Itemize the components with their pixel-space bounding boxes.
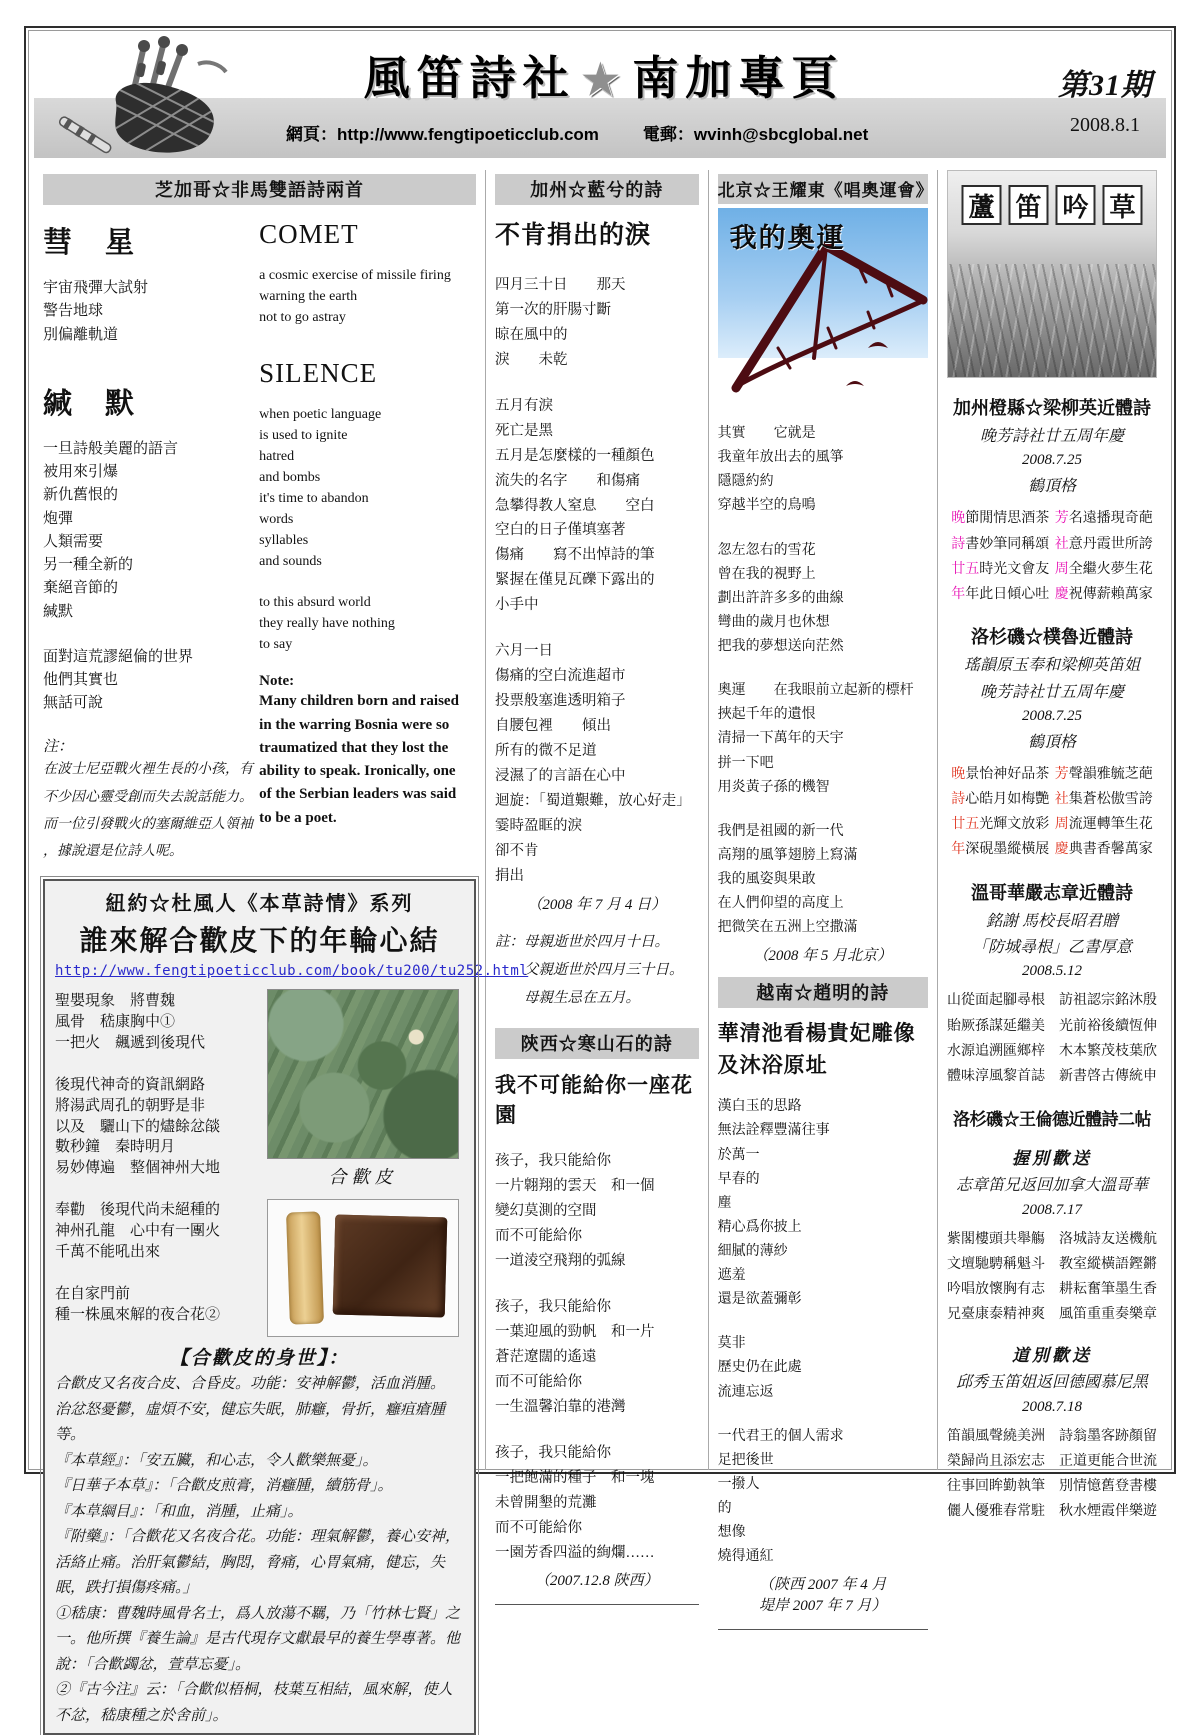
bilingual-poems xyxy=(43,207,476,865)
masthead xyxy=(34,34,1166,162)
herb-photos xyxy=(262,987,464,1337)
column-end-rule xyxy=(718,1629,928,1630)
hang-glider-photo xyxy=(718,208,928,414)
acrostic-poem-1: 晚節閒情思酒茶 芳名遠播現奇葩 詩書妙筆同稱頌 社意丹霞世所誇 廿五時光文會友 周全繼火夢生花 年年此日傾心吐 慶祝傳薪賴萬家 xyxy=(951,511,1153,602)
poem-body-olympics: 其實 它就是 我童年放出去的風箏 隱隱約約 穿越半空的鳥鳴 忽左忽右的雪花 曾在我的視野上 劃出許許多多的曲線 彎曲的歲月也休想 把我的夢想送向茫然 奧運 在我眼前立起新的標杆 挾起千年的遺恨 清掃一下萬年的天宇 拼一下吧 用炎黃子孫的機智 我們是祖國的新一代 高翔的風箏翅膀上寫滿 我的風姿與果敢 在人們仰望的高度上 把微笑在五洲上空撒滿 xyxy=(717,426,914,936)
section-header-shaanxi: 陝西☆寒山石的詩 xyxy=(495,1028,699,1059)
column-end-rule xyxy=(495,1604,699,1605)
herb-article-box xyxy=(43,879,529,1735)
issue-block xyxy=(1058,60,1152,137)
poem-title-huaqing: 華清池看楊貴妃雕像 及沐浴原址 xyxy=(717,1022,916,1077)
poem-body-comet-en: a cosmic exercise of missile firing warning the earth not to go astray xyxy=(259,268,451,325)
note-body-cn: 在波士尼亞戰火裡生長的小孩，有 不少因心靈受創而失去說話能力。 而一位引發戰火的塞爾維亞人領袖 ，據說還是位詩人呢。 xyxy=(43,762,253,860)
poem-date-tears: （2008 年 7 月 4 日） xyxy=(527,896,667,913)
poem-title-silence-cn: 緘 默 xyxy=(43,387,137,420)
s4b-subtitle: 邱秀玉笛姐返回德國慕尼黑 xyxy=(955,1374,1148,1392)
email-address: 電郵：wvinh@sbcglobal.net xyxy=(642,125,869,144)
s3-subtitle: 銘謝 馬校長昭君贈 「防城尋根」乙書厚意 xyxy=(971,912,1132,957)
poem-body-comet-cn: 宇宙飛彈大試射 警告地球 別偏離軌道 xyxy=(43,280,149,343)
s4a-title: 握別歡送 xyxy=(1012,1149,1092,1169)
page-title-left: 風笛詩社 xyxy=(363,52,576,104)
s1-style-label: 鶴頂格 xyxy=(1027,478,1076,496)
poem-body-silence-cn: 一旦詩般美麗的語言 被用來引爆 新仇舊恨的 炮彈 人類需要 另一種全新的 棄絕音節的 緘默 面對這荒謬絕倫的世界 他們其實也 無話可說 xyxy=(43,440,194,711)
masthead-contact xyxy=(286,120,946,145)
section-header-orange-county: 加州橙縣☆梁柳英近體詩 xyxy=(953,398,1151,418)
s1-subtitle: 晚芳詩社廿五周年慶 xyxy=(979,428,1124,445)
banner-char: 草 xyxy=(1103,185,1143,225)
article-link[interactable]: http://www.fengtipoeticclub.com/book/tu200/tu252.html xyxy=(55,963,529,980)
section-header-los-angeles-wang: 洛杉磯☆王倫德近體詩二帖 xyxy=(953,1110,1151,1130)
english-side xyxy=(255,207,476,865)
column-classical-poems xyxy=(938,170,1166,1520)
page-title xyxy=(264,42,944,108)
poem-title-garden: 我不可能給你一座花園 xyxy=(495,1074,693,1128)
banner-char: 笛 xyxy=(1009,185,1049,225)
s4b-title: 道別歡送 xyxy=(1012,1346,1092,1366)
chinese-side xyxy=(43,207,255,865)
note-label-en: Note: xyxy=(259,673,295,690)
s2-style-label: 鶴頂格 xyxy=(1027,733,1076,751)
poem-body-tears: 四月三十日 那天 第一次的肝腸寸斷 晾在風中的 淚 未乾 五月有淚 死亡是黑 五月是怎麼樣的一種顏色 流失的名字 和傷痛 急攀得教人窒息 空白 空白的日子僅填塞著 傷痛 寫不出悼詩的筆 緊握在僅見瓦礫下露出的 小手中 六月一日 傷痛的空白流進超市 投票般塞進透明箱子 自腰包裡 傾出 所有的微不足道 浸濕了的言語在心中 迴旋：「蜀道艱難，放心好走」 霎時盈眶的淚 卻不肯 捐出 xyxy=(495,277,691,884)
herb-about-header: 【合歡皮的身世】： xyxy=(169,1348,350,1370)
farewell-poem-2: 笛韻風聲繞美洲 詩翁墨客跡顏留 榮歸尚且添宏志 正道更能合世流 往事回眸勤執筆 別情憶舊登書樓 儷人優雅春常駐 秋水煙霞伴樂遊 xyxy=(947,1428,1157,1520)
poem-body-huaqing: 漢白玉的思路 無法詮釋豐滿往事 於萬一 早春的 塵 精心爲你披上 細膩的薄紗 遮羞 還是欲蓋彌彰 莫非 歷史仍在此處 流連忘返 一代君王的個人需求 足把後世 一撥人 的 想像 燒得通紅 xyxy=(717,1099,844,1565)
note-label-cn: 注： xyxy=(43,739,74,756)
s2-subtitle: 瑤韻原玉奉和梁柳英笛姐 晚芳詩社廿五周年慶 xyxy=(963,657,1140,701)
section-header-chicago: 芝加哥☆非馬雙語詩兩首 xyxy=(43,174,476,205)
silk-tree-foliage-photo xyxy=(267,989,459,1159)
banner-char: 吟 xyxy=(1056,185,1096,225)
columns xyxy=(34,170,1166,1724)
column-beijing-vietnam xyxy=(709,170,938,1615)
herb-article-body xyxy=(55,987,464,1337)
poem-title-comet-cn: 彗 星 xyxy=(43,227,137,259)
s3-date: 2008.5.12 xyxy=(1022,963,1082,980)
column-california-shaanxi xyxy=(486,170,709,1590)
bark-slab-shape xyxy=(333,1215,448,1318)
poem-title-tears: 不肯捐出的淚 xyxy=(495,221,652,249)
section-header-vancouver: 溫哥華嚴志章近體詩 xyxy=(971,882,1133,903)
bark-strip-shape xyxy=(286,1212,324,1325)
herb-article-title: 誰來解合歡皮下的年輪心結 xyxy=(79,925,440,957)
reed-field-banner xyxy=(947,170,1157,378)
herb-about-body: 合歡皮又名夜合皮、合昏皮。功能：安神解鬱，活血消腫。 治忿怒憂鬱，虛煩不安，健忘失眠，肺癰，骨折，癰疽瘡腫等。 『本草經』：「安五臟，和心志，令人歡樂無憂」。 『日華子本草』：「合歡皮煎膏，消癰腫，續筋骨」。 『本草綱目』：「和血，消腫，止痛」。 『附藥』：「合歡花又名夜合花。功能：理氣解鬱，養心安神，活絡止痛。治肝氣鬱結，胸悶，脅痛，心胃氣痛，健忘，失眠，跌打損傷疼痛。」 ①嵇康：曹魏時風骨名士，爲人放蕩不羈，乃「竹林七賢」之一。他所撰『養生論』是古代現存文獻最早的養生學專著。他說：「合歡蠲忿，萱草忘憂」。 ②『古今注』云：「合歡似梧桐，枝葉互相結，風來解，使人不忿，嵇康種之於舍前」。 xyxy=(55,1376,461,1724)
section-header-beijing: 北京☆王耀東《唱奧運會》 xyxy=(718,174,928,204)
issue-date: 2008.8.1 xyxy=(1070,114,1140,136)
section-header-california: 加州☆藍兮的詩 xyxy=(495,174,699,205)
s4a-subtitle: 志章笛兄返回加拿大溫哥華 xyxy=(955,1177,1148,1195)
poem-body-silence-en: when poetic language is used to ignite hatred and bombs it's time to abandon words syllables and sounds to this absurd world they really have nothing to say xyxy=(259,407,395,653)
s2-date: 2008.7.25 xyxy=(1022,707,1082,724)
poem-date-garden: （2007.12.8 陝西） xyxy=(534,1573,659,1590)
reed-banner-title xyxy=(962,185,1143,225)
photo-caption: 合歡皮 xyxy=(328,1167,398,1188)
farewell-poem-1: 紫閣樓頭共舉觴 洛城詩友送機航 文壇馳騁稱魁斗 教室縱橫語鏗鏘 吟唱放懷胸有志 耕耘奮筆墨生香 兄臺康泰精神爽 風笛重重奏樂章 xyxy=(947,1231,1157,1323)
image-title-olympics: 我的奧運 xyxy=(729,223,846,253)
banner-char: 蘆 xyxy=(962,185,1002,225)
star-icon: ★ xyxy=(581,56,627,103)
poem-date-olympics: （2008 年 5 月北京） xyxy=(753,948,893,965)
bagpipe-logo-icon xyxy=(48,36,273,167)
s4a-date: 2008.7.17 xyxy=(1022,1201,1082,1218)
herb-poem: 聖嬰現象 將曹魏 風骨 嵇康胸中① 一把火 飆遞到後現代 後現代神奇的資訊網路 將湯武周孔的朝野是非 以及 驪山下的燼餘忿燄 數秒鐘 秦時明月 易妙傳遍 整個神州大地 奉勸 後現代尚未絕種的 神州孔龍 心中有一團火 千萬不能吼出來 在自家門前 種一株風來解的夜合花② xyxy=(55,993,221,1323)
poem-body-garden: 孩子，我只能給你 一片翺翔的雲天 和一個 變幻莫測的空間 而不可能給你 一道淩空飛翔的弧線 孩子，我只能給你 一葉迎風的勁帆 和一片 蒼茫遼闊的遙遠 而不可能給你 一生溫馨泊靠的港灣 孩子，我只能給你 一把飽滿的種子 和一塊 未曾開墾的荒灘 而不可能給你 一園芳香四溢的絢爛…… xyxy=(495,1153,655,1561)
note-body-en: Many children born and raised in the warring Bosnia were so traumatized that they lost the ability to speak. Ironically, one of the Serbian leaders was said to be a poet. xyxy=(259,693,459,826)
column-chicago xyxy=(34,170,529,1724)
regulated-poem-vancouver: 山從面起腳尋根 訪祖認宗銘沐殷 貽厥孫謀延繼美 光前裕後續恆伸 水源追溯匯鄉梓 木本繁茂枝葉欣 體味淳風黎首誌 新書啓古傳統申 xyxy=(947,993,1157,1085)
poem-title-silence-en: SILENCE xyxy=(259,358,378,388)
s4b-date: 2008.7.18 xyxy=(1022,1398,1082,1415)
poem-title-comet-en: COMET xyxy=(259,219,359,249)
section-header-los-angeles-pulu: 洛杉磯☆樸魯近體詩 xyxy=(971,627,1133,648)
acrostic-poem-2: 晚景怡神好品茶 芳聲韻雅毓芝葩 詩心皓月如梅艷 社集蒼松傲雪誇 廿五光輝文放彩 周流運轉筆生花 年深硯墨縱橫展 慶典書香馨萬家 xyxy=(951,766,1153,858)
poem-note-tears: 註：母親逝世於四月十日。 父親逝世於四月三十日。 母親生忌在五月。 xyxy=(495,933,684,1007)
website-url: 網頁：http://www.fengtipoeticclub.com xyxy=(286,125,599,144)
issue-number: 第31期 xyxy=(1058,69,1152,102)
poem-date-huaqing: （陝西 2007 年 4 月 堤岸 2007 年 7 月） xyxy=(759,1577,887,1615)
s1-date: 2008.7.25 xyxy=(1022,452,1082,469)
page-frame xyxy=(24,26,1176,1724)
page-title-right: 南加專頁 xyxy=(632,52,845,104)
herb-bark-photo xyxy=(267,1199,459,1337)
section-header-newyork: 紐約☆杜風人《本草詩情》系列 xyxy=(105,893,414,916)
section-header-vietnam: 越南☆趙明的詩 xyxy=(718,977,928,1008)
